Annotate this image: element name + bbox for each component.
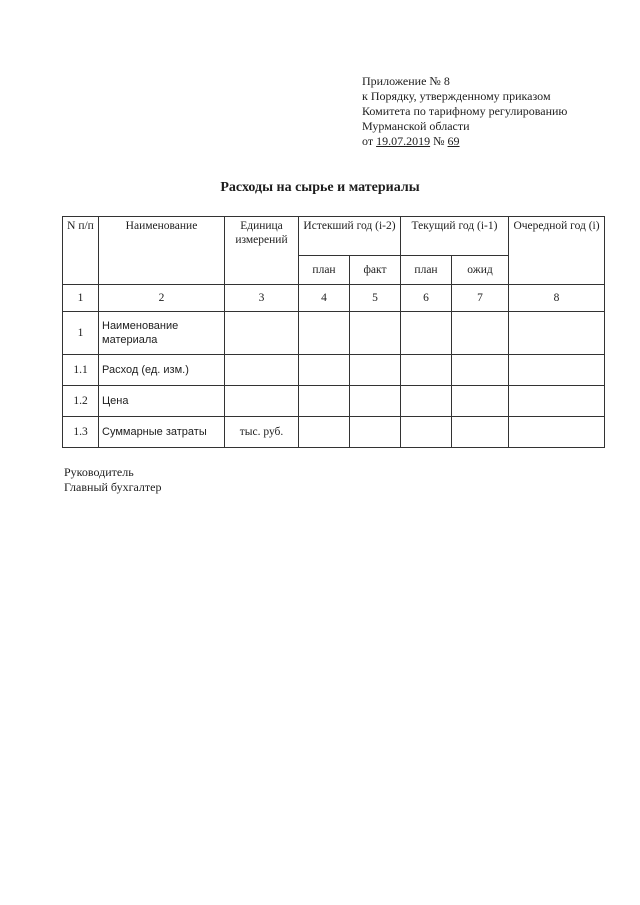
data-cell xyxy=(509,355,605,386)
row-name: Наименование материала xyxy=(99,312,225,355)
column-number: 7 xyxy=(452,285,509,312)
signature-head: Руководитель xyxy=(64,465,134,479)
header-past-year: Истекший год (i-2) xyxy=(299,217,401,256)
data-cell xyxy=(401,355,452,386)
subheader-expected: ожид xyxy=(452,256,509,285)
subheader-plan-current: план xyxy=(401,256,452,285)
data-cell xyxy=(350,312,401,355)
row-name: Цена xyxy=(99,386,225,417)
column-number: 8 xyxy=(509,285,605,312)
subheader-plan-past: план xyxy=(299,256,350,285)
header-unit: Единица измерений xyxy=(225,217,299,285)
row-unit xyxy=(225,355,299,386)
row-name: Расход (ед. изм.) xyxy=(99,355,225,386)
row-unit xyxy=(225,312,299,355)
table-row xyxy=(63,312,605,355)
header-name: Наименование xyxy=(99,217,225,285)
appendix-date-prefix: от xyxy=(362,134,374,148)
data-cell xyxy=(350,355,401,386)
column-number: 3 xyxy=(225,285,299,312)
row-num: 1 xyxy=(63,312,99,355)
data-cell xyxy=(299,417,350,448)
data-cell xyxy=(452,355,509,386)
data-cell xyxy=(452,417,509,448)
appendix-block xyxy=(362,74,632,149)
appendix-date: 19.07.2019 xyxy=(376,134,431,148)
row-num: 1.1 xyxy=(63,355,99,386)
column-numbers-row xyxy=(63,285,605,312)
appendix-line-4: Мурманской области xyxy=(362,119,470,133)
column-number: 5 xyxy=(350,285,401,312)
header-row xyxy=(63,217,605,256)
row-num: 1.3 xyxy=(63,417,99,448)
data-cell xyxy=(299,386,350,417)
table-row xyxy=(63,386,605,417)
header-next-year: Очередной год (i) xyxy=(509,217,605,285)
column-number: 4 xyxy=(299,285,350,312)
data-cell xyxy=(509,417,605,448)
data-cell xyxy=(299,312,350,355)
document-title: Расходы на сырье и материалы xyxy=(220,180,420,195)
row-num: 1.2 xyxy=(63,386,99,417)
data-cell xyxy=(452,386,509,417)
data-cell xyxy=(509,312,605,355)
row-unit: тыс. руб. xyxy=(225,417,299,448)
appendix-number: 69 xyxy=(447,134,460,148)
table-row xyxy=(63,417,605,448)
data-cell xyxy=(509,386,605,417)
data-cell xyxy=(401,312,452,355)
signature-accountant: Главный бухгалтер xyxy=(64,480,162,494)
appendix-line-2: к Порядку, утвержденному приказом xyxy=(362,89,551,103)
header-current-year: Текущий год (i-1) xyxy=(401,217,509,256)
data-cell xyxy=(452,312,509,355)
appendix-line-1: Приложение № 8 xyxy=(362,74,450,88)
data-cell xyxy=(350,417,401,448)
appendix-line-3: Комитета по тарифному регулированию xyxy=(362,104,568,118)
table-row xyxy=(63,355,605,386)
appendix-date-line xyxy=(362,134,632,149)
costs-table xyxy=(62,216,605,448)
data-cell xyxy=(401,386,452,417)
column-number: 6 xyxy=(401,285,452,312)
appendix-number-sign: № xyxy=(433,134,445,148)
row-name: Суммарные затраты xyxy=(99,417,225,448)
column-number: 1 xyxy=(63,285,99,312)
header-num: N п/п xyxy=(63,217,99,285)
subheader-fact: факт xyxy=(350,256,401,285)
column-number: 2 xyxy=(99,285,225,312)
data-cell xyxy=(350,386,401,417)
data-cell xyxy=(299,355,350,386)
data-cell xyxy=(401,417,452,448)
row-unit xyxy=(225,386,299,417)
signatures-block xyxy=(64,465,161,495)
